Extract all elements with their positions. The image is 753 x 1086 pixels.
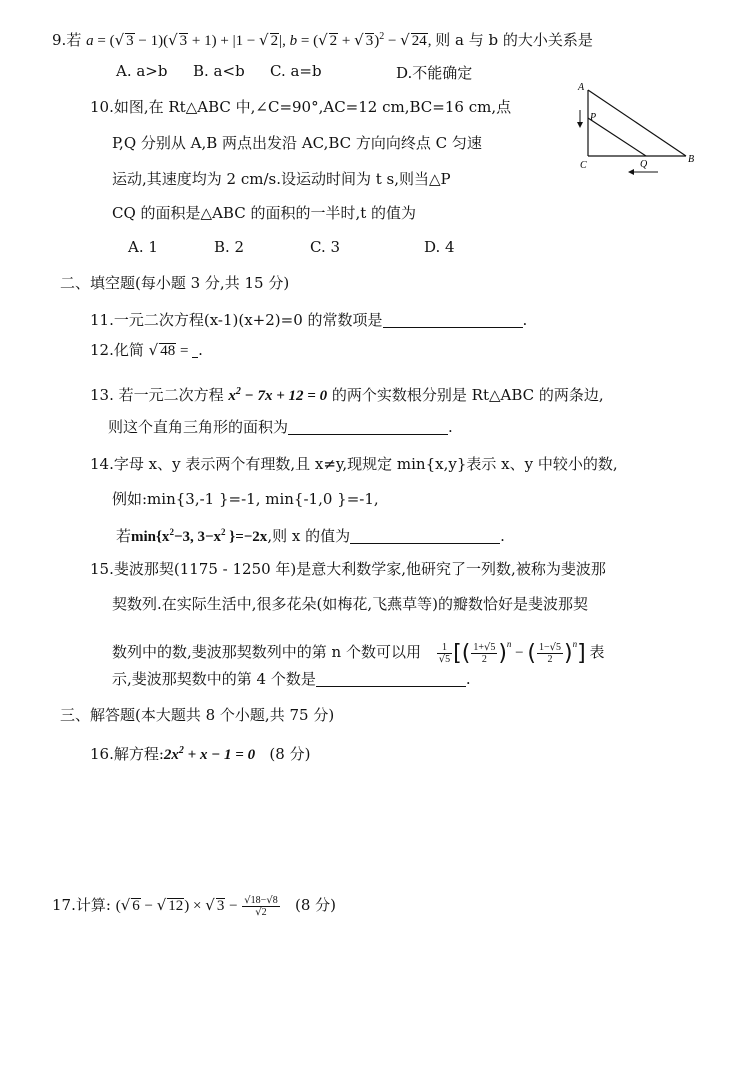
q9-formula: a = (√ 3 − 1)(√ 3 + 1) + |1 − √ 2|, b = (√ 2 + √ 3)$^2$ − √ 24,: [86, 31, 436, 49]
q10-option-b: B. 2: [214, 238, 245, 256]
q12-lead: 12.化简: [90, 341, 144, 359]
q14-line-1: 14.字母 x、y 表示两个有理数,且 x≠y,现规定 min{x,y}表示 x、y 中较小的数,: [90, 455, 618, 473]
q13-line-1: [90, 381, 604, 407]
figure-label-p: P: [590, 112, 597, 123]
q13-answer-blank[interactable]: [288, 418, 448, 435]
q16-line: [90, 740, 310, 766]
q14-end: .: [500, 527, 505, 545]
q10-line-4: CQ 的面积是△ABC 的面积的一半时,t 的值为: [112, 204, 417, 222]
q10-line-3: 运动,其速度均为 2 cm/s.设运动时间为 t s,则当△P: [112, 170, 451, 188]
q9-lead: 若: [66, 31, 82, 49]
q14-lead: 若: [116, 527, 132, 545]
q16-lead: 16.解方程:: [90, 745, 164, 763]
q9-option-b: B. a<b: [193, 62, 245, 80]
q10-line-1: 10.如图,在 Rt△ABC 中,∠C=90°,AC=12 cm,BC=16 cm,点: [90, 98, 512, 116]
q14-formula: $\min\{x^2-3$, $3-x^2$ }=−2x: [131, 527, 268, 545]
q14-line-3: [116, 521, 505, 548]
figure-label-b: B: [688, 154, 695, 165]
q13-end: .: [448, 418, 453, 436]
q13-line2-text: 则这个直角三角形的面积为: [108, 418, 289, 436]
q17-score: (8 分): [295, 896, 337, 914]
q15-line-2: 契数列.在实际生活中,很多花朵(如梅花,飞燕草等)的瓣数恰好是斐波那契: [112, 595, 589, 613]
q15-line3-text: 数列中的数,斐波那契数列中的第 n 个数可以用: [112, 643, 421, 661]
q9-option-c: C. a=b: [270, 62, 322, 80]
q13-after: 的两个实数根分别是 Rt△ABC 的两条边,: [331, 386, 604, 404]
q17-lead: 17.计算:: [52, 896, 111, 914]
q16-score: (8 分): [269, 745, 311, 763]
q14-after: ,则 x 的值为: [267, 527, 351, 545]
q11-text: 11.一元二次方程(x-1)(x+2)=0 的常数项是: [90, 311, 383, 329]
q10-option-c: C. 3: [310, 238, 341, 256]
q9-text: 则 a 与 b 的大小关系是: [435, 31, 593, 49]
q17-line: [52, 890, 336, 921]
q15-line-3: [112, 627, 604, 671]
q12-line: [90, 339, 203, 362]
q10-line-2: P,Q 分别从 A,B 两点出发沿 AC,BC 方向向终点 C 匀速: [112, 134, 482, 152]
q15-line3-end: 表: [589, 643, 605, 661]
triangle-figure: [574, 80, 704, 180]
q15-formula: $\frac{1}{√5}$ [( $\frac{1+√5}{2}$ )$^n$ − ( $\frac{1-√5}{2}$ )$^n$]: [438, 639, 586, 666]
q9-option-d: D.不能确定: [396, 64, 473, 82]
figure-label-a: A: [578, 82, 585, 93]
q14-line-2: 例如:min{3,-1 }=-1, min{-1,0 }=-1,: [112, 490, 379, 508]
q9-line: [52, 26, 593, 52]
q10-option-d: D. 4: [424, 238, 455, 256]
q11-line: [90, 309, 527, 331]
section-2-heading: 二、填空题(每小题 3 分,共 15 分): [60, 274, 290, 292]
q12-end: .: [198, 341, 203, 359]
figure-label-c: C: [580, 160, 587, 171]
q9-option-a: A. a>b: [116, 62, 168, 80]
q15-line4-text: 示,斐波那契数中的第 4 个数是: [112, 670, 316, 688]
q15-line-1: 15.斐波那契(1175 - 1250 年)是意大利数学家,他研究了一列数,被称为斐波那: [90, 560, 606, 578]
section-3-heading: 三、解答题(本大题共 8 个小题,共 75 分): [60, 706, 335, 724]
q13-lead: 13. 若一元二次方程: [90, 386, 224, 404]
q14-answer-blank[interactable]: [350, 527, 500, 544]
q10-option-a: A. 1: [128, 238, 158, 256]
q15-line-4: [112, 668, 471, 690]
q15-end: .: [465, 670, 471, 688]
q12-formula: √ 48 =: [148, 341, 193, 359]
q17-expression: (√ 6 − √ 12) × √ 3 − $\frac{√18-√8}{√2}$: [115, 895, 278, 919]
q15-answer-blank[interactable]: [316, 670, 466, 687]
q13-line-2: [108, 416, 453, 438]
q16-equation: $2x^2 + x - 1 = 0$: [163, 745, 256, 763]
q9-number: 9.: [52, 31, 67, 49]
figure-label-q: Q: [640, 159, 648, 170]
q11-end: .: [522, 311, 528, 329]
q13-equation: $x^2 - 7x + 12 = 0$: [228, 386, 328, 404]
q11-answer-blank[interactable]: [383, 311, 523, 328]
